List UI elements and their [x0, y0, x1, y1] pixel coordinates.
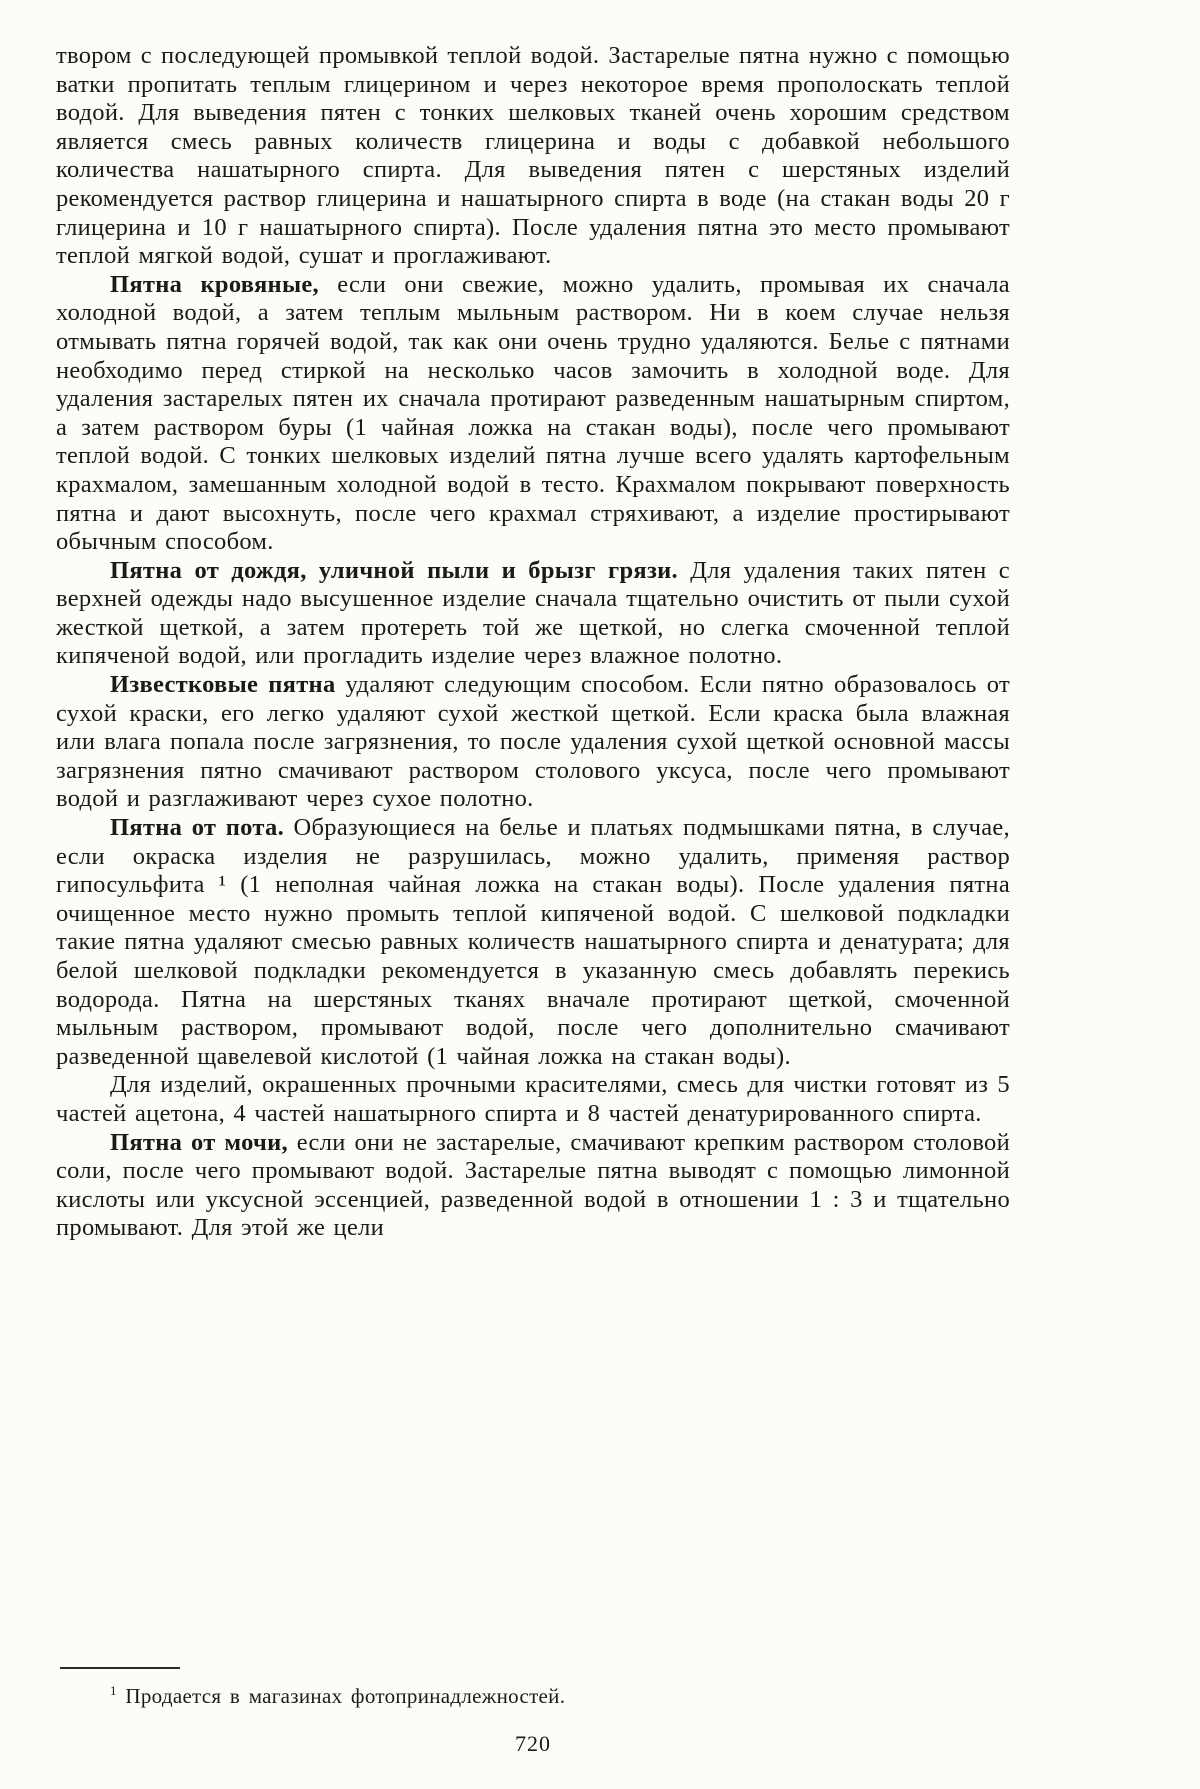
paragraph-text: Для удаления таких пятен с верхней одежды надо высушенное изделие сначала тщательно очистить от пыли сухой жесткой щеткой, а затем протереть той же щеткой, но слегка смоченной теплой кипяченой водой, или прогладить изделие через влажное полотно. [56, 556, 1010, 670]
paragraph-lead: Пятна от пота. [110, 814, 285, 842]
paragraph [56, 814, 1010, 1071]
paragraph-lead: Пятна от мочи, [110, 1128, 288, 1156]
body-text [56, 42, 1010, 1243]
paragraph [56, 557, 1010, 671]
paragraph [56, 1071, 1010, 1128]
paragraph-text: если они не застарелые, смачивают крепким раствором столовой соли, после чего промывают водой. Застарелые пятна выводят с помощью лимонной кислоты или уксусной эссенцией, разведенной водой в отношении 1 : 3 и тщательно промывают. Для этой же цели [56, 1128, 1010, 1242]
paragraph-lead: Пятна кровяные, [110, 270, 319, 298]
paragraph-text: твором с последующей промывкой теплой водой. Застарелые пятна нужно с помощью ватки пропитать теплым глицерином и через некоторое время прополоскать теплой водой. Для выведения пятен с тонких шелковых тканей очень хорошим средством является смесь равных количеств глицерина и воды с добавкой небольшого количества нашатырного спирта. Для выведения пятен с шерстяных изделий рекомендуется раствор глицерина и нашатырного спирта в воде (на стакан воды 20 г глицерина и 10 г нашатырного спирта). После удаления пятна это место промывают теплой мягкой водой, сушат и проглаживают. [56, 42, 1010, 270]
page-number: 720 [515, 1731, 551, 1756]
footnote-marker: 1 [110, 1683, 117, 1698]
paragraph-text: если они свежие, можно удалить, промывая их сначала холодной водой, а затем теплым мыльным раствором. Ни в коем случае нельзя отмывать пятна горячей водой, так как они очень трудно удаляются. Белье с пятнами необходимо перед стиркой на несколько часов замочить в холодной воде. Для удаления застарелых пятен их сначала протирают разведенным нашатырным спиртом, а затем раствором буры (1 чайная ложка на стакан воды), после чего промывают теплой водой. С тонких шелковых изделий пятна лучше всего удалять картофельным крахмалом, замешанным холодной водой в тесто. Крахмалом покрывают поверхность пятна и дают высохнуть, после чего крахмал стряхивают, а изделие простирывают обычным способом. [56, 270, 1010, 556]
paragraph-text: удаляют следующим способом. Если пятно образовалось от сухой краски, его легко удаляют сухой жесткой щеткой. Если краска была влажная или влага попала после загрязнения, то после удаления сухой щеткой основной массы загрязнения пятно смачивают раствором столового уксуса, после чего промывают водой и разглаживают через сухое полотно. [56, 671, 1010, 813]
footnote-divider [60, 1667, 180, 1669]
footnote [56, 1683, 1010, 1709]
paragraph-text: Образующиеся на белье и платьях подмышками пятна, в случае, если окраска изделия не разрушилась, можно удалить, применяя раствор гипосульфита ¹ (1 неполная чайная ложка на стакан воды). После удаления пятна очищенное место нужно промыть теплой кипяченой водой. С шелковой подкладки такие пятна удаляют смесью равных количеств нашатырного спирта и денатурата; для белой шелковой подкладки рекомендуется в указанную смесь добавлять перекись водорода. Пятна на шерстяных тканях вначале протирают щеткой, смоченной мыльным раствором, промывают водой, после чего дополнительно смачивают разведенной щавелевой кислотой (1 чайная ложка на стакан воды). [56, 814, 1010, 1070]
paragraph [56, 271, 1010, 557]
footnote-body: Продается в магазинах фотопринадлежностей. [125, 1684, 566, 1708]
paragraph [56, 42, 1010, 271]
footnote-area [56, 1667, 1010, 1709]
paragraph [56, 671, 1010, 814]
paragraph-text: Для изделий, окрашенных прочными красителями, смесь для чистки готовят из 5 частей ацетона, 4 частей нашатырного спирта и 8 частей денатурированного спирта. [56, 1071, 1010, 1127]
paragraph-lead: Пятна от дождя, уличной пыли и брызг грязи. [110, 556, 678, 584]
paragraph-lead: Известковые пятна [110, 671, 336, 699]
paragraph [56, 1129, 1010, 1243]
